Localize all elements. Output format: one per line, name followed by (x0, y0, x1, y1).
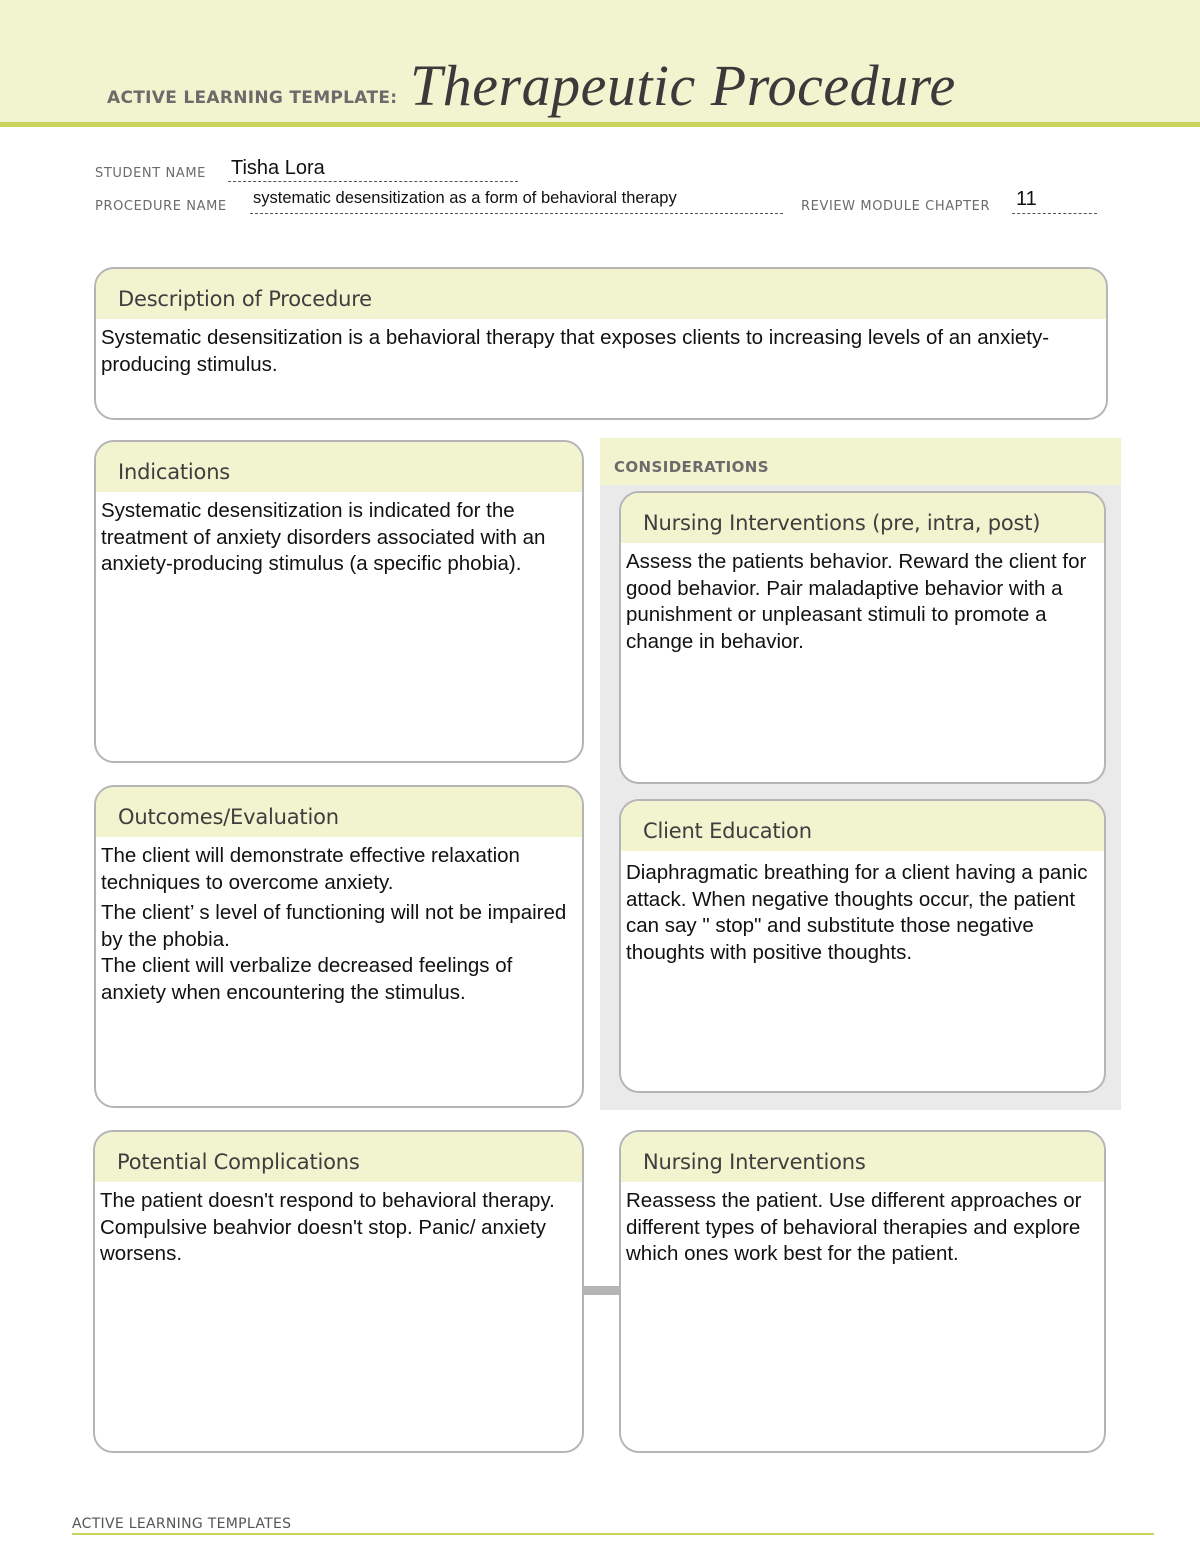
complications-box (93, 1130, 584, 1453)
indications-heading: Indications (96, 442, 582, 492)
student-name-value[interactable]: Tisha Lora (231, 157, 325, 179)
indications-text: Systematic desensitization is indicated for the treatment of anxiety disorders associated with an anxiety-producing stimulus (a specific phobia). (101, 499, 546, 575)
client-education-heading: Client Education (621, 801, 1104, 851)
indications-box (94, 440, 584, 763)
client-education-text: Diaphragmatic breathing for a client having a panic attack. When negative thoughts occur, the patient can say " stop" and substitute those negative thoughts with positive thoughts. (626, 861, 1088, 964)
outcomes-paragraph: The client’ s level of functioning will not be impaired by the phobia. (101, 901, 567, 951)
client-education-body[interactable] (621, 851, 1104, 966)
considerations-label: CONSIDERATIONS (614, 458, 769, 476)
page-title: Therapeutic Procedure (410, 53, 956, 118)
footer-rule (72, 1533, 1154, 1535)
student-name-line (228, 181, 518, 182)
header-rule (0, 122, 1200, 127)
complications-heading: Potential Complications (95, 1132, 582, 1182)
complication-interventions-body[interactable] (621, 1182, 1104, 1268)
student-name-label: STUDENT NAME (95, 166, 206, 181)
procedure-name-value[interactable]: systematic desensitization as a form of behavioral therapy (253, 189, 677, 207)
description-text: Systematic desensitization is a behavioral therapy that exposes clients to increasing levels of an anxiety-producing stimulus. (101, 326, 1050, 376)
footer-text: ACTIVE LEARNING TEMPLATES (72, 1516, 292, 1532)
description-body[interactable] (96, 319, 1106, 378)
outcomes-heading: Outcomes/Evaluation (96, 787, 582, 837)
outcomes-body[interactable] (96, 837, 582, 1006)
nursing-interventions-box (619, 491, 1106, 784)
connector-bar (583, 1286, 621, 1295)
outcomes-paragraph: The client will verbalize decreased feelings of anxiety when encountering the stimulus. (101, 954, 513, 1004)
complications-body[interactable] (95, 1182, 582, 1268)
nursing-interventions-text: Assess the patients behavior. Reward the client for good behavior. Pair maladaptive behavior with a punishment or unpleasant stimuli to promote a change in behavior. (626, 550, 1087, 653)
client-education-box (619, 799, 1106, 1093)
nursing-interventions-body[interactable] (621, 543, 1104, 655)
outcomes-box (94, 785, 584, 1108)
review-module-label: REVIEW MODULE CHAPTER (801, 199, 991, 214)
complication-interventions-box (619, 1130, 1106, 1453)
complications-text: The patient doesn't respond to behavioral therapy. Compulsive beahvior doesn't stop. Panic/ anxiety worsens. (100, 1189, 555, 1265)
header-label: ACTIVE LEARNING TEMPLATE: (107, 88, 398, 108)
procedure-name-label: PROCEDURE NAME (95, 199, 227, 214)
outcomes-paragraph: The client will demonstrate effective relaxation techniques to overcome anxiety. (101, 844, 520, 894)
nursing-interventions-heading: Nursing Interventions (pre, intra, post) (621, 493, 1104, 543)
description-box (94, 267, 1108, 420)
review-module-value[interactable]: 11 (1016, 188, 1037, 210)
complication-interventions-text: Reassess the patient. Use different approaches or different types of behavioral therapies and explore which ones work best for the patient. (626, 1189, 1082, 1265)
description-heading: Description of Procedure (96, 269, 1106, 319)
indications-body[interactable] (96, 492, 582, 578)
complication-interventions-heading: Nursing Interventions (621, 1132, 1104, 1182)
procedure-name-line (250, 213, 783, 214)
review-module-line (1012, 213, 1097, 214)
